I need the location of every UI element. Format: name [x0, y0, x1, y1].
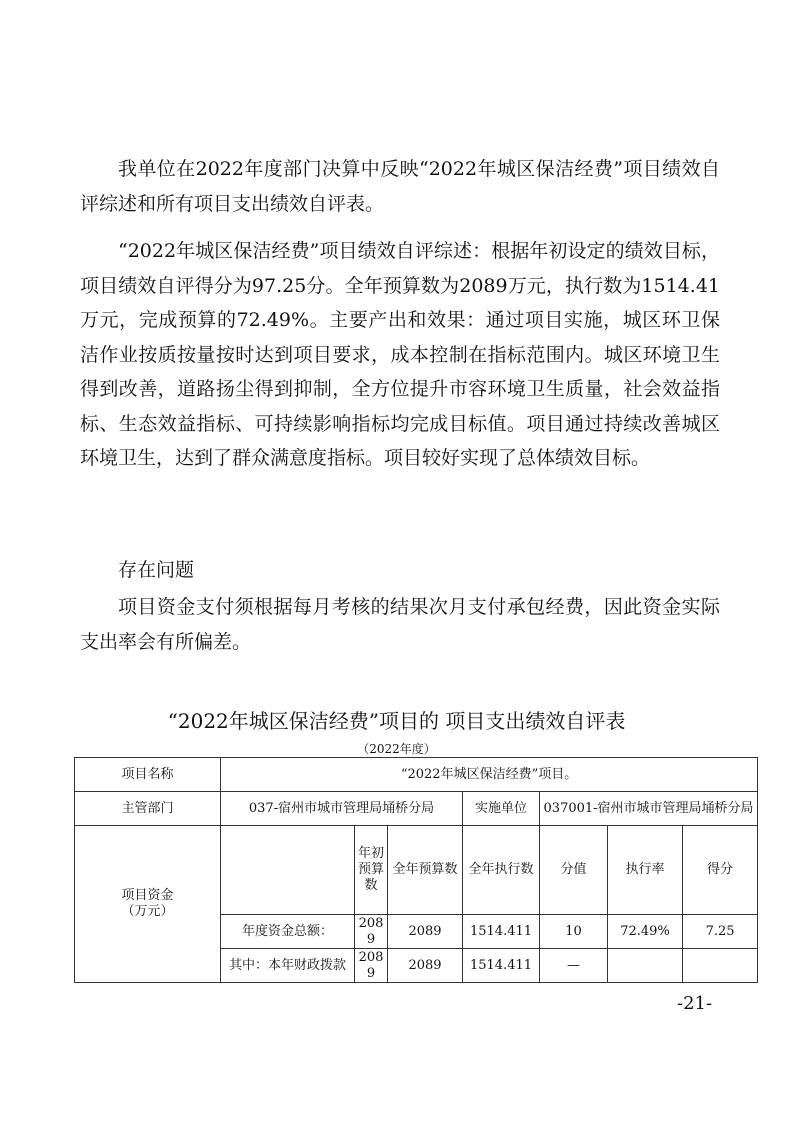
row-exec-rate	[608, 949, 683, 983]
row-label: 其中：本年财政拨款	[221, 949, 355, 983]
project-name-label: 项目名称	[75, 758, 221, 792]
row-score: 7.25	[683, 915, 758, 949]
issues-paragraph: 项目资金支付须根据每月考核的结果次月支付承包经费，因此资金实际支出率会有所偏差。	[80, 596, 720, 653]
header-annual-budget: 全年预算数	[388, 826, 463, 915]
self-evaluation-table	[74, 757, 758, 983]
table-subtitle: （2022年度）	[357, 742, 436, 756]
table-row	[75, 826, 758, 915]
dept-value: 037-宿州市城市管理局埇桥分局	[221, 792, 463, 826]
row-initial-budget: 2089	[355, 915, 388, 949]
table-row	[75, 758, 758, 792]
table-title: “2022年城区保洁经费”项目的 项目支出绩效自评表	[167, 709, 626, 733]
intro-paragraph: 我单位在2022年度部门决算中反映“2022年城区保洁经费”项目绩效自评综述和所有项目支出绩效自评表。	[80, 158, 720, 215]
issues-heading: 存在问题	[118, 559, 195, 581]
row-annual-exec: 1514.411	[463, 949, 540, 983]
funds-label: 项目资金 （万元）	[75, 826, 221, 983]
row-score-weight: —	[540, 949, 608, 983]
impl-value: 037001-宿州市城市管理局埇桥分局	[540, 792, 758, 826]
dept-label: 主管部门	[75, 792, 221, 826]
header-score: 得分	[683, 826, 758, 915]
impl-label: 实施单位	[463, 792, 540, 826]
row-label: 年度资金总额：	[221, 915, 355, 949]
header-exec-rate: 执行率	[608, 826, 683, 915]
header-initial-budget: 年初预算数	[355, 826, 388, 915]
header-annual-exec: 全年执行数	[463, 826, 540, 915]
table-row	[75, 792, 758, 826]
header-score-weight: 分值	[540, 826, 608, 915]
row-annual-exec: 1514.411	[463, 915, 540, 949]
empty-cell	[221, 826, 355, 915]
row-exec-rate: 72.49%	[608, 915, 683, 949]
summary-paragraph: “2022年城区保洁经费”项目绩效自评综述：根据年初设定的绩效目标，项目绩效自评得分为97.25分。全年预算数为2089万元，执行数为1514.41万元，完成预算的72.49%。主要产出和效果：通过项目实施，城区环卫保洁作业按质按量按时达到项目要求，成本控制在指标范围内。城区环境卫生得到改善，道路扬尘得到抑制，全方位提升市容环境卫生质量，社会效益指标、生态效益指标、可持续影响指标均完成目标值。项目通过持续改善城区环境卫生，达到了群众满意度指标。项目较好实现了总体绩效目标。	[80, 240, 720, 469]
row-initial-budget: 2089	[355, 949, 388, 983]
project-name-value: “2022年城区保洁经费”项目。	[221, 758, 758, 792]
page-number: -21-	[677, 993, 713, 1014]
row-score-weight: 10	[540, 915, 608, 949]
row-annual-budget: 2089	[388, 949, 463, 983]
row-annual-budget: 2089	[388, 915, 463, 949]
row-score	[683, 949, 758, 983]
